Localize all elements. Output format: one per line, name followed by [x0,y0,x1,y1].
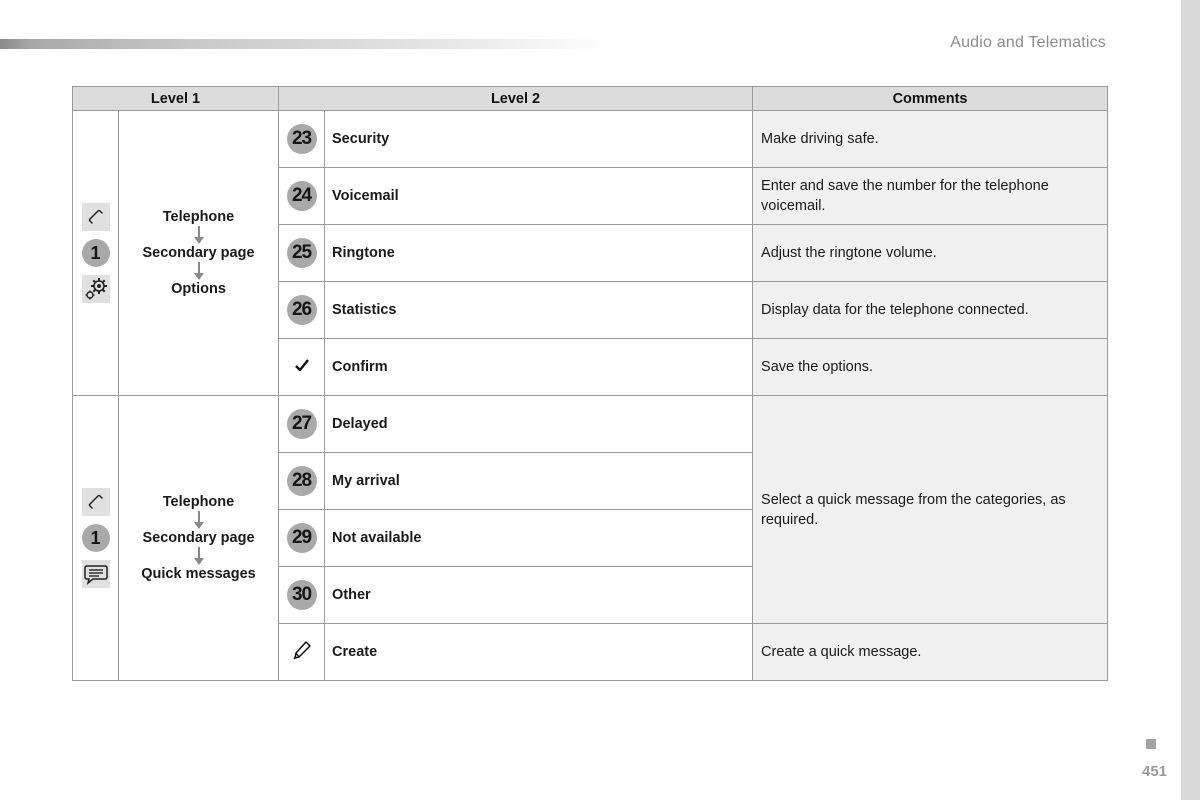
comment-text: Select a quick message from the categories, as required. [753,396,1108,624]
marker-badge: 23 [287,124,317,154]
comment-text: Save the options. [753,339,1108,396]
level-1-path [119,396,279,681]
table-row [73,111,1108,168]
comment-text: Enter and save the number for the telephone voicemail. [753,168,1108,225]
page-number: 451 [1142,763,1168,780]
down-arrow-icon [193,225,205,245]
down-arrow-icon [193,510,205,530]
marker-badge: 28 [287,466,317,496]
header-gradient-bar [0,39,610,49]
table-header-row [73,87,1108,111]
path-step-quick-messages: Quick messages [141,566,256,582]
settings-gears-icon [82,275,110,303]
comment-text: Display data for the telephone connected. [753,282,1108,339]
path-step-options: Options [171,281,226,297]
down-arrow-icon [193,261,205,281]
page-marker [1146,739,1156,749]
marker-badge: 30 [287,580,317,610]
level-1-icons [73,111,119,396]
comment-text: Adjust the ringtone volume. [753,225,1108,282]
menu-item-ringtone: Ringtone [325,225,753,282]
step-badge: 1 [82,524,110,552]
speech-bubble-icon [82,560,110,588]
marker-badge: 26 [287,295,317,325]
phone-handset-icon [82,203,110,231]
menu-item-my-arrival: My arrival [325,453,753,510]
path-step-secondary-page: Secondary page [142,245,255,261]
step-badge: 1 [82,239,110,267]
column-header-level-2: Level 2 [279,87,753,111]
menu-item-create: Create [325,624,753,681]
page-edge-strip [1181,0,1200,800]
pencil-icon [279,624,325,681]
section-title: Audio and Telematics [950,34,1106,51]
level-1-path [119,111,279,396]
path-step-telephone: Telephone [162,494,235,510]
menu-item-not-available: Not available [325,510,753,567]
marker-badge: 24 [287,181,317,211]
down-arrow-icon [193,546,205,566]
menu-item-confirm: Confirm [325,339,753,396]
comment-text: Create a quick message. [753,624,1108,681]
checkmark-icon [279,339,325,396]
level-1-icons [73,396,119,681]
menu-item-delayed: Delayed [325,396,753,453]
menu-structure-table [72,86,1108,681]
comment-text: Make driving safe. [753,111,1108,168]
column-header-level-1: Level 1 [73,87,279,111]
menu-item-other: Other [325,567,753,624]
column-header-comments: Comments [753,87,1108,111]
menu-item-voicemail: Voicemail [325,168,753,225]
menu-item-security: Security [325,111,753,168]
menu-item-statistics: Statistics [325,282,753,339]
path-step-telephone: Telephone [162,209,235,225]
table-row [73,396,1108,453]
phone-handset-icon [82,488,110,516]
marker-badge: 25 [287,238,317,268]
marker-badge: 29 [287,523,317,553]
marker-badge: 27 [287,409,317,439]
path-step-secondary-page: Secondary page [142,530,255,546]
